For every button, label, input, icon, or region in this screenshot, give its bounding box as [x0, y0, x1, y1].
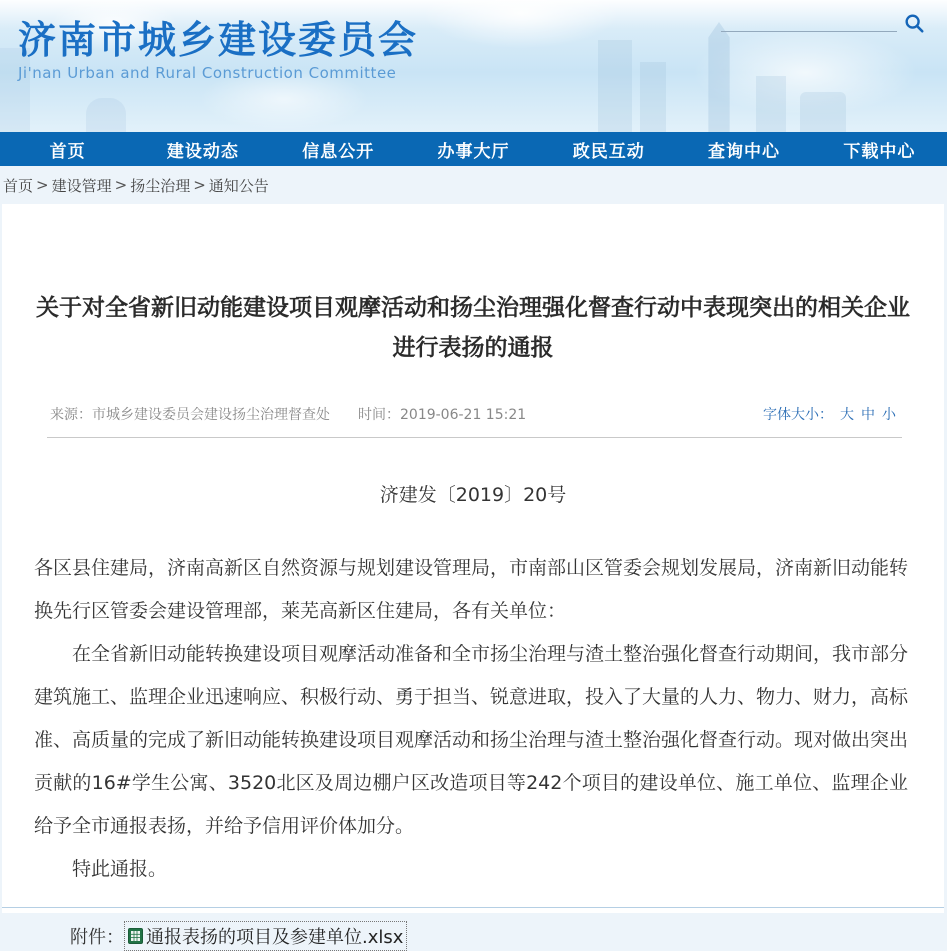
breadcrumb-dust-control[interactable]: 扬尘治理	[130, 176, 191, 195]
skyline-building	[756, 76, 786, 132]
article-body	[2, 547, 944, 891]
breadcrumb-separator: >	[114, 176, 128, 194]
nav-item-home[interactable]: 首页	[49, 141, 86, 162]
attachment-filename: 通报表扬的项目及参建单位.xlsx	[146, 927, 404, 948]
site-title: 济南市城乡建设委员会	[18, 18, 419, 62]
article-time	[358, 404, 526, 424]
nav-item-service-hall[interactable]: 办事大厅	[437, 141, 510, 162]
breadcrumb-notices[interactable]: 通知公告	[208, 176, 269, 195]
paragraph-main: 在全省新旧动能转换建设项目观摩活动准备和全市扬尘治理与渣土整治强化督查行动期间，我市部分建筑施工、监理企业迅速响应、积极行动、勇于担当、锐意进取，投入了大量的人力、物力、财力，高标准、高质量的完成了新旧动能转换建设项目观摩活动和扬尘治理与渣土整治强化督查行动。现对做出突出贡献的16#学生公寓、3520北区及周边棚户区改造项目等242个项目的建设单位、施工单位、监理企业给予全市通报表扬，并给予信用评价体加分。	[34, 643, 909, 837]
skyline-building	[640, 62, 666, 132]
breadcrumb-home[interactable]: 首页	[3, 176, 34, 195]
skyline-building	[700, 22, 738, 132]
font-size-label: 字体大小：	[763, 407, 833, 423]
article-time-label: 时间：	[358, 407, 400, 423]
meta-divider	[47, 437, 902, 438]
nav-item-query-center[interactable]: 查询中心	[708, 141, 781, 162]
article-source	[50, 404, 330, 424]
font-size-small-button[interactable]: 小	[882, 407, 896, 423]
attachment-link[interactable]	[124, 921, 407, 951]
site-header	[0, 0, 947, 132]
nav-item-download-center[interactable]: 下载中心	[843, 141, 916, 162]
article-time-value: 2019-06-21 15:21	[400, 407, 527, 423]
skyline-building	[598, 40, 632, 132]
site-brand	[18, 18, 418, 82]
nav-item-construction-news[interactable]: 建设动态	[166, 141, 239, 162]
paragraph-closing: 特此通报。	[72, 858, 168, 880]
attachment-label: 附件：	[70, 927, 124, 948]
font-size-medium-button[interactable]: 中	[861, 407, 875, 423]
article-title: 关于对全省新旧动能建设项目观摩活动和扬尘治理强化督查行动中表现突出的相关企业进行表扬的通报	[36, 295, 910, 361]
breadcrumb-construction-mgmt[interactable]: 建设管理	[51, 176, 112, 195]
nav-item-info-disclosure[interactable]: 信息公开	[302, 141, 375, 162]
breadcrumb-separator: >	[36, 176, 49, 194]
search-icon[interactable]	[903, 12, 925, 34]
article-source-value: 市城乡建设委员会建设扬尘治理督查处	[92, 407, 330, 423]
article-panel	[2, 204, 944, 948]
skyline-building	[800, 92, 846, 132]
nav-item-public-interaction[interactable]: 政民互动	[572, 141, 645, 162]
skyline-building	[86, 98, 126, 132]
font-size-large-button[interactable]: 大	[840, 407, 854, 423]
search-input[interactable]	[721, 8, 897, 32]
article-source-label: 来源：	[50, 407, 92, 423]
article-meta	[2, 404, 944, 424]
breadcrumb-separator: >	[193, 176, 206, 194]
paragraph-recipients: 各区县住建局，济南高新区自然资源与规划建设管理局，市南部山区管委会规划发展局，济南新旧动能转换先行区管委会建设管理部，莱芜高新区住建局，各有关单位：	[34, 557, 909, 622]
breadcrumb	[0, 166, 947, 204]
footer-divider	[2, 907, 944, 913]
main-nav	[0, 132, 947, 166]
search-box	[721, 8, 925, 34]
font-size-widget	[763, 404, 896, 424]
document-number: 济建发〔2019〕20号	[379, 484, 567, 506]
attachment-row	[34, 921, 944, 951]
article-meta-left	[50, 404, 526, 424]
site-subtitle: Ji'nan Urban and Rural Construction Committee	[18, 64, 397, 82]
excel-file-icon	[128, 928, 143, 944]
